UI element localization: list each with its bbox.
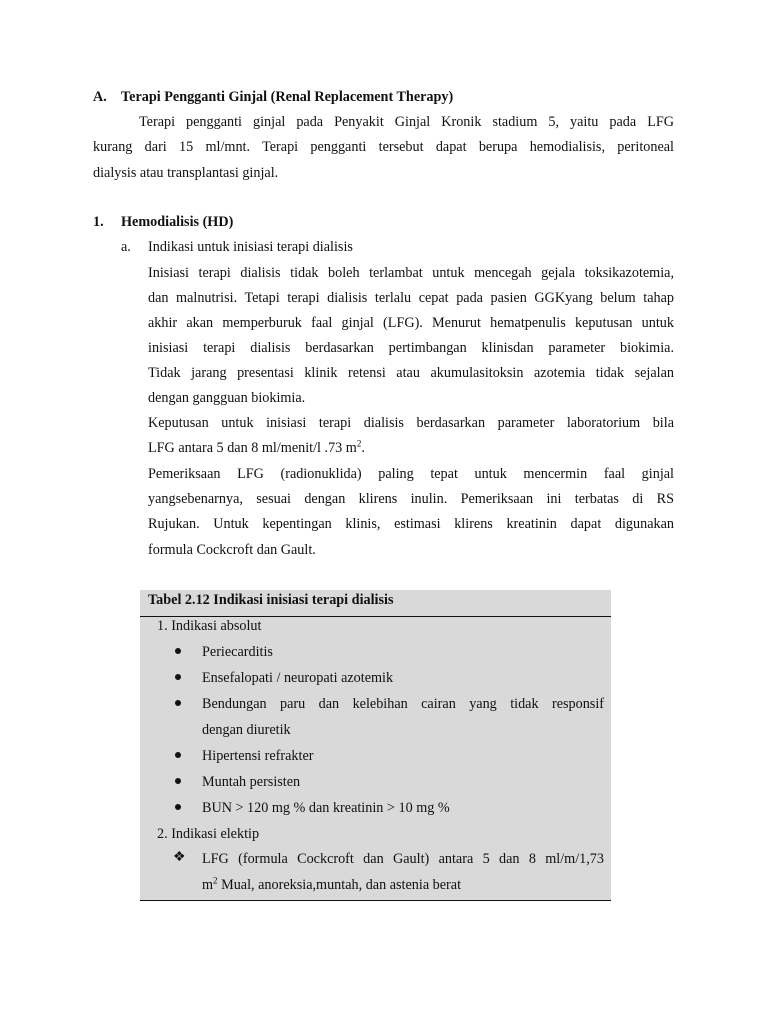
elective-item-line-2: $m^2$ Mual, anoreksia,muntah, dan astenia berat: [202, 875, 462, 893]
p2-superscript: 2: [356, 438, 362, 449]
p1-line-3: akhir akan memperburuk faal ginjal (LFG). Menurut hematpenulis keputusan untuk: [148, 315, 674, 331]
table-group-absolute: 1. Indikasi absolut: [157, 618, 262, 634]
bullet-icon: [175, 778, 181, 784]
hd-sub-title: Indikasi untuk inisiasi terapi dialisis: [148, 239, 353, 255]
p1-line-1: Inisiasi terapi dialisis tidak boleh terlambat untuk mencegah gejala toksikazotemia,: [148, 265, 674, 281]
p2-line-1: Keputusan untuk inisiasi terapi dialisis berdasarkan parameter laboratorium bila: [148, 415, 674, 431]
bullet-icon: [175, 648, 181, 654]
table-title: Tabel 2.12 Indikasi inisiasi terapi dialisis: [148, 592, 394, 608]
bullet-item-continuation: dengan diuretik: [202, 722, 291, 738]
p1-line-2: dan malnutrisi. Tetapi terapi dialisis terlalu cepat pada pasien GGKyang belum tahap: [148, 290, 674, 306]
bullet-icon: [175, 804, 181, 810]
section-label: A.: [93, 89, 107, 105]
intro-line-2: kurang dari 15 ml/mnt. Terapi pengganti tersebut dapat berupa hemodialisis, peritoneal: [93, 139, 674, 155]
bullet-icon: [175, 752, 181, 758]
table-group-elective: 2. Indikasi elektip: [157, 826, 260, 842]
intro-line-3: dialysis atau transplantasi ginjal.: [93, 165, 279, 181]
hd-title: Hemodialisis (HD): [121, 214, 234, 230]
p3-line-4: formula Cockcroft dan Gault.: [148, 542, 316, 558]
bullet-item: Muntah persisten: [202, 774, 301, 790]
section-title: Terapi Pengganti Ginjal (Renal Replacement Therapy): [121, 89, 454, 105]
bullet-item: BUN > 120 mg % dan kreatinin > 10 mg %: [202, 800, 450, 816]
intro-line-1: Terapi pengganti ginjal pada Penyakit Ginjal Kronik stadium 5, yaitu pada LFG: [139, 114, 674, 130]
p3-line-3: Rujukan. Untuk kepentingan klinis, estimasi klirens kreatinin dapat digunakan: [148, 516, 674, 532]
bullet-item: Hipertensi refrakter: [202, 748, 314, 764]
elective-superscript: 2: [213, 875, 218, 886]
bullet-item: Ensefalopati / neuropati azotemik: [202, 670, 394, 686]
hd-number: 1.: [93, 214, 104, 230]
hd-sub-label: a.: [121, 239, 131, 255]
p3-line-2: yangsebenarnya, sesuai dengan klirens inulin. Pemeriksaan ini terbatas di RS: [148, 491, 674, 507]
p3-line-1: Pemeriksaan LFG (radionuklida) paling tepat untuk mencermin faal ginjal: [148, 466, 674, 482]
bullet-item: Bendungan paru dan kelebihan cairan yang tidak responsif: [202, 696, 604, 712]
diamond-bullet-icon: ❖: [173, 850, 186, 865]
p2-line-2: LFG antara 5 dan 8 ml/menit/l .73 $m^2$.: [148, 438, 365, 456]
bullet-item: Periecarditis: [202, 644, 273, 660]
bullet-icon: [175, 674, 181, 680]
p1-line-6: dengan gangguan biokimia.: [148, 390, 306, 406]
bullet-icon: [175, 700, 181, 706]
p1-line-4: inisiasi terapi dialisis berdasarkan pertimbangan klinisdan parameter biokimia.: [148, 340, 674, 356]
p1-line-5: Tidak jarang presentasi klinik retensi atau akumulasitoksin azotemia tidak sejalan: [148, 365, 674, 381]
elective-item-line-1: LFG (formula Cockcroft dan Gault) antara 5 dan 8 ml/m/1,73: [202, 851, 604, 867]
